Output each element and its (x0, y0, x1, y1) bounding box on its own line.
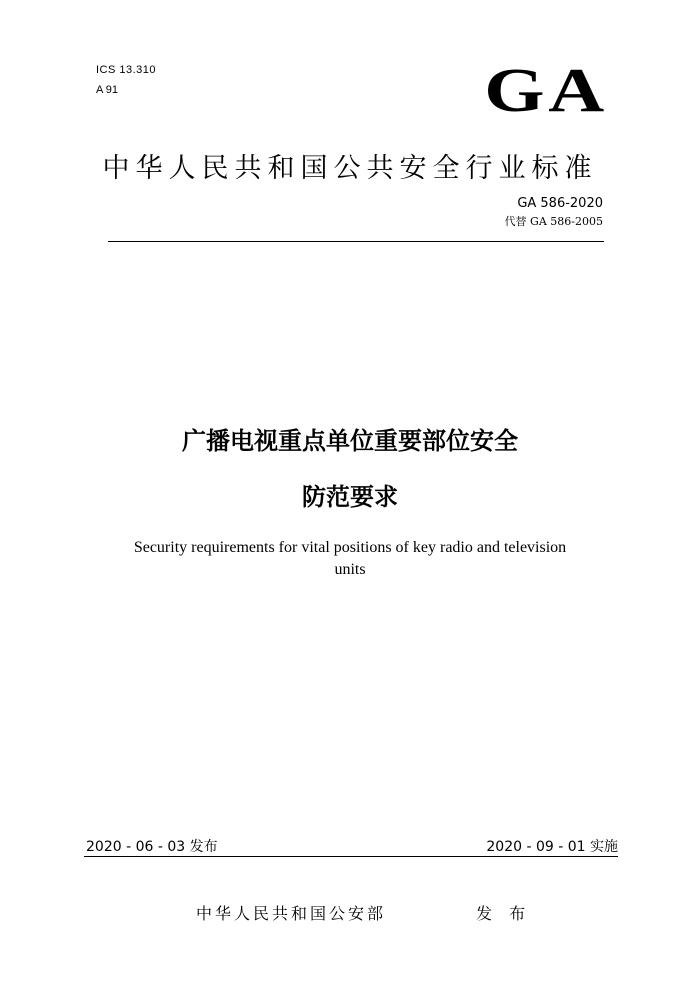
date-divider (84, 856, 618, 857)
standard-number: GA 586-2020 (517, 196, 603, 211)
chinese-title-line1: 广播电视重点单位重要部位安全 (182, 427, 518, 455)
issue-label: 发 布 (476, 904, 532, 923)
english-title (110, 537, 590, 581)
chinese-title-line2: 防范要求 (302, 483, 398, 511)
classification-code: A 91 (96, 84, 119, 96)
issuing-authority: 中华人民共和国公安部 (196, 904, 387, 923)
english-title-line1: Security requirements for vital positions of key radio and television (133, 539, 567, 556)
ics-code: ICS 13.310 (96, 64, 157, 76)
publish-date: 2020 - 06 - 03 发布 (86, 839, 218, 855)
header-divider (108, 241, 604, 242)
effective-date: 2020 - 09 - 01 实施 (486, 839, 618, 855)
replaces-standard: 代替 GA 586-2005 (504, 215, 603, 228)
ga-logo: GA (484, 57, 608, 125)
standard-category-title: 中华人民共和国公共安全行业标准 (102, 153, 598, 184)
english-title-line2: units (334, 561, 366, 578)
